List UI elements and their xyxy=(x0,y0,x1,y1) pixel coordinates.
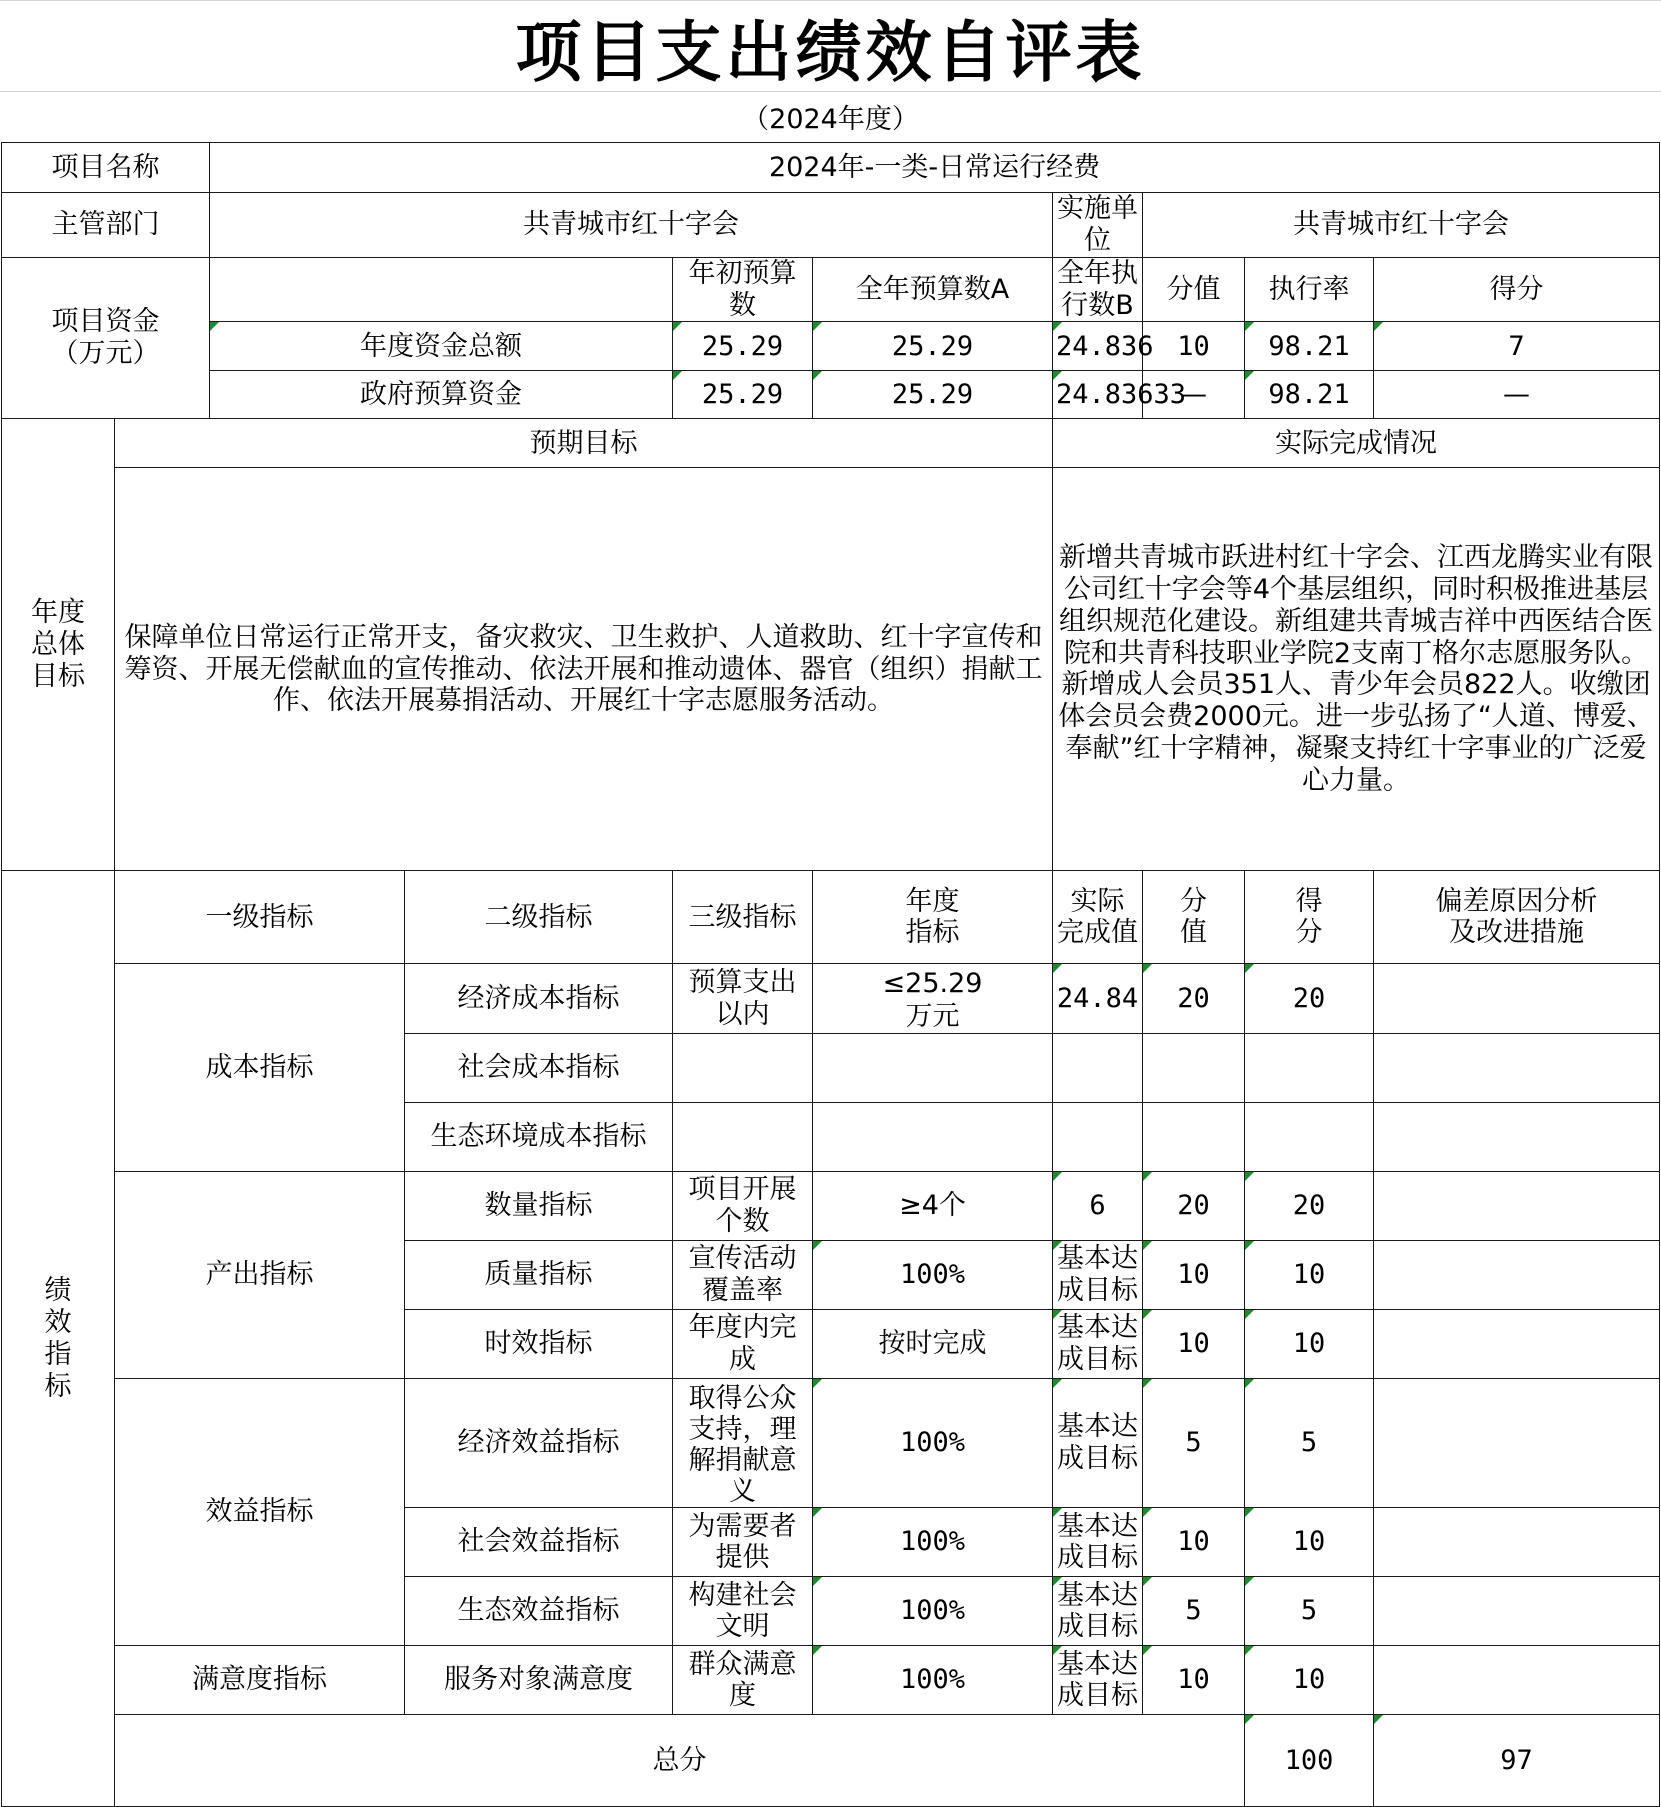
actual-completion-header: 实际完成情况 xyxy=(1053,419,1660,468)
indicator-weight xyxy=(1143,1103,1245,1172)
indicator-target: 100% xyxy=(813,1577,1053,1646)
indicator-header-weight: 分 值 xyxy=(1143,871,1245,964)
department-label: 主管部门 xyxy=(2,193,210,258)
indicator-deviation xyxy=(1374,1310,1660,1379)
indicator-score: 20 xyxy=(1245,964,1374,1034)
indicator-actual: 基本达成目标 xyxy=(1053,1241,1143,1310)
indicator-group-output: 产出指标 xyxy=(115,1172,405,1379)
indicator-header-actual: 实际 完成值 xyxy=(1053,871,1143,964)
indicator-weight: 10 xyxy=(1143,1646,1245,1715)
funds-row-gov-name: 政府预算资金 xyxy=(210,371,673,419)
indicator-header-level2: 二级指标 xyxy=(405,871,673,964)
indicator-level3: 预算支出以内 xyxy=(673,964,813,1034)
funds-row-gov-executed: 24.83633 xyxy=(1053,371,1143,419)
evaluation-table xyxy=(1,142,1660,1807)
indicator-score: 10 xyxy=(1245,1241,1374,1310)
indicator-deviation xyxy=(1374,964,1660,1034)
indicator-weight: 5 xyxy=(1143,1577,1245,1646)
indicator-level3: 群众满意度 xyxy=(673,1646,813,1715)
indicator-target: 按时完成 xyxy=(813,1310,1053,1379)
funds-row-total-executed: 24.836 xyxy=(1053,322,1143,371)
indicator-actual: 基本达成目标 xyxy=(1053,1646,1143,1715)
indicator-score: 10 xyxy=(1245,1508,1374,1577)
indicator-deviation xyxy=(1374,1103,1660,1172)
indicator-target xyxy=(813,1034,1053,1103)
indicator-target: 100% xyxy=(813,1241,1053,1310)
indicator-score: 5 xyxy=(1245,1577,1374,1646)
project-name-label: 项目名称 xyxy=(2,143,210,193)
funds-row-total-score-value: 10 xyxy=(1143,322,1245,371)
implementing-unit-label: 实施单位 xyxy=(1053,193,1143,258)
indicator-header-target: 年度 指标 xyxy=(813,871,1053,964)
indicator-actual: 基本达成目标 xyxy=(1053,1508,1143,1577)
total-weight: 100 xyxy=(1245,1715,1374,1807)
indicator-level3: 项目开展个数 xyxy=(673,1172,813,1241)
expected-goal-header: 预期目标 xyxy=(115,419,1053,468)
indicator-level3: 年度内完成 xyxy=(673,1310,813,1379)
indicator-level2: 经济成本指标 xyxy=(405,964,673,1034)
indicator-actual xyxy=(1053,1034,1143,1103)
indicator-weight xyxy=(1143,1034,1245,1103)
indicator-level3: 为需要者提供 xyxy=(673,1508,813,1577)
funds-row-total-name: 年度资金总额 xyxy=(210,322,673,371)
indicator-level3 xyxy=(673,1034,813,1103)
indicator-target: ≥4个 xyxy=(813,1172,1053,1241)
indicator-actual: 基本达成目标 xyxy=(1053,1577,1143,1646)
project-name-value: 2024年-一类-日常运行经费 xyxy=(210,143,1660,193)
expected-goal-text: 保障单位日常运行正常开支，备灾救灾、卫生救护、人道救助、红十字宣传和筹资、开展无偿献血的宣传推动、依法开展和推动遗体、器官（组织）捐献工作、依法开展募捐活动、开展红十字志愿服务活动。 xyxy=(115,468,1053,871)
total-score: 97 xyxy=(1374,1715,1660,1807)
indicator-level2: 质量指标 xyxy=(405,1241,673,1310)
indicator-level3: 取得公众支持，理解捐献意义 xyxy=(673,1379,813,1508)
indicator-actual: 6 xyxy=(1053,1172,1143,1241)
performance-indicators-label: 绩 效 指 标 xyxy=(2,871,115,1807)
indicator-group-benefit: 效益指标 xyxy=(115,1379,405,1646)
indicator-deviation xyxy=(1374,1577,1660,1646)
indicator-level3: 宣传活动覆盖率 xyxy=(673,1241,813,1310)
indicator-weight: 20 xyxy=(1143,964,1245,1034)
indicator-level2: 数量指标 xyxy=(405,1172,673,1241)
department-value: 共青城市红十字会 xyxy=(210,193,1053,258)
funds-header-annual: 全年预算数A xyxy=(813,257,1053,322)
funds-row-total-score: 7 xyxy=(1374,322,1660,371)
indicator-group-satisfaction: 满意度指标 xyxy=(115,1646,405,1715)
indicator-deviation xyxy=(1374,1172,1660,1241)
total-score-label: 总分 xyxy=(115,1715,1245,1807)
funds-header-blank xyxy=(210,257,673,322)
indicator-header-deviation: 偏差原因分析 及改进措施 xyxy=(1374,871,1660,964)
funds-header-score-value: 分值 xyxy=(1143,257,1245,322)
indicator-actual: 24.84 xyxy=(1053,964,1143,1034)
indicator-score: 20 xyxy=(1245,1172,1374,1241)
funds-row-gov-initial: 25.29 xyxy=(673,371,813,419)
indicator-target: 100% xyxy=(813,1508,1053,1577)
indicator-header-level3: 三级指标 xyxy=(673,871,813,964)
indicator-score: 5 xyxy=(1245,1379,1374,1508)
page-title: 项目支出绩效自评表 xyxy=(0,0,1661,92)
indicator-level3 xyxy=(673,1103,813,1172)
indicator-score: 10 xyxy=(1245,1310,1374,1379)
page-subtitle: （2024年度） xyxy=(742,104,919,135)
funds-row-gov-score: — xyxy=(1374,371,1660,419)
funds-row-gov-annual: 25.29 xyxy=(813,371,1053,419)
funds-header-executed: 全年执行数B xyxy=(1053,257,1143,322)
indicator-weight: 20 xyxy=(1143,1172,1245,1241)
indicator-level2: 生态环境成本指标 xyxy=(405,1103,673,1172)
indicator-header-level1: 一级指标 xyxy=(115,871,405,964)
indicator-level2: 社会效益指标 xyxy=(405,1508,673,1577)
indicator-actual: 基本达成目标 xyxy=(1053,1379,1143,1508)
funds-row-total-initial: 25.29 xyxy=(673,322,813,371)
indicator-deviation xyxy=(1374,1379,1660,1508)
funds-row-total-annual: 25.29 xyxy=(813,322,1053,371)
indicator-deviation xyxy=(1374,1034,1660,1103)
funds-header-initial: 年初预算数 xyxy=(673,257,813,322)
funds-row-gov-rate: 98.21 xyxy=(1245,371,1374,419)
funds-header-rate: 执行率 xyxy=(1245,257,1374,322)
funds-header-score: 得分 xyxy=(1374,257,1660,322)
indicator-score: 10 xyxy=(1245,1646,1374,1715)
indicator-deviation xyxy=(1374,1508,1660,1577)
indicator-target xyxy=(813,1103,1053,1172)
indicator-actual xyxy=(1053,1103,1143,1172)
indicator-weight: 10 xyxy=(1143,1241,1245,1310)
indicator-group-cost: 成本指标 xyxy=(115,964,405,1172)
funds-row-total-rate: 98.21 xyxy=(1245,322,1374,371)
annual-goal-label: 年度 总体 目标 xyxy=(2,419,115,871)
indicator-deviation xyxy=(1374,1241,1660,1310)
funds-row-gov-score-value: — xyxy=(1143,371,1245,419)
indicator-level2: 社会成本指标 xyxy=(405,1034,673,1103)
indicator-level2: 时效指标 xyxy=(405,1310,673,1379)
indicator-level3: 构建社会文明 xyxy=(673,1577,813,1646)
indicator-weight: 10 xyxy=(1143,1310,1245,1379)
indicator-score xyxy=(1245,1103,1374,1172)
indicator-deviation xyxy=(1374,1646,1660,1715)
indicator-target: 100% xyxy=(813,1379,1053,1508)
indicator-target: 100% xyxy=(813,1646,1053,1715)
indicator-weight: 10 xyxy=(1143,1508,1245,1577)
funds-label: 项目资金 （万元） xyxy=(2,257,210,419)
indicator-level2: 经济效益指标 xyxy=(405,1379,673,1508)
indicator-level2: 生态效益指标 xyxy=(405,1577,673,1646)
indicator-level2: 服务对象满意度 xyxy=(405,1646,673,1715)
indicator-actual: 基本达成目标 xyxy=(1053,1310,1143,1379)
indicator-weight: 5 xyxy=(1143,1379,1245,1508)
indicator-header-score: 得 分 xyxy=(1245,871,1374,964)
implementing-unit-value: 共青城市红十字会 xyxy=(1143,193,1660,258)
actual-completion-text: 新增共青城市跃进村红十字会、江西龙腾实业有限公司红十字会等4个基层组织，同时积极推进基层组织规范化建设。新组建共青城吉祥中西医结合医院和共青科技职业学院2支南丁格尔志愿服务队。新增成人会员351人、青少年会员822人。收缴团体会员会费2000元。进一步弘扬了“人道、博爱、奉献”红十字精神，凝聚支持红十字事业的广泛爱心力量。 xyxy=(1053,468,1660,871)
indicator-score xyxy=(1245,1034,1374,1103)
indicator-target: ≤25.29 万元 xyxy=(813,964,1053,1034)
